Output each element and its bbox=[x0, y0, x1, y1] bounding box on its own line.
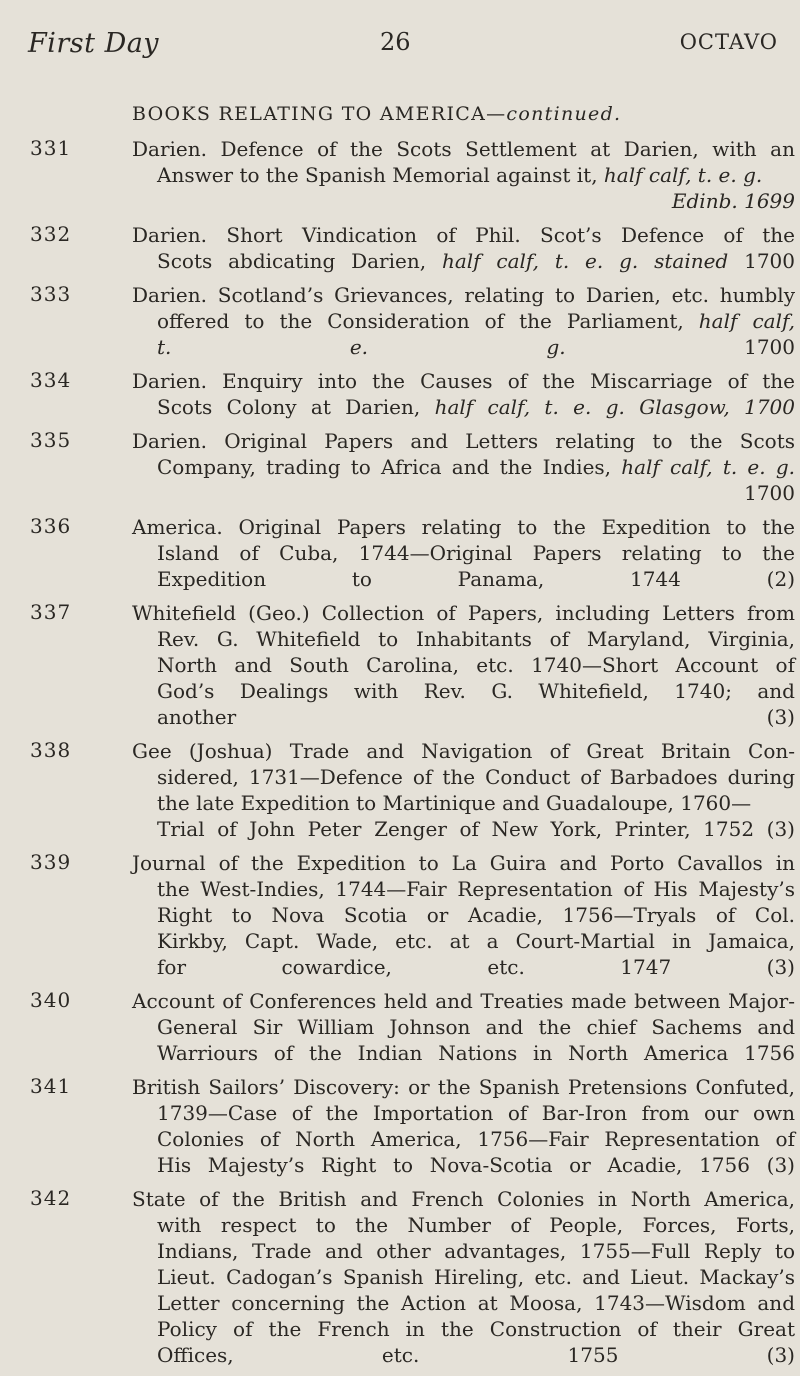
lot-number: 337 bbox=[30, 600, 72, 624]
entry-line bbox=[132, 334, 795, 360]
imprint-date: 1700 bbox=[744, 335, 795, 359]
entry-line: Account of Conferences held and Treaties made between Major- bbox=[132, 989, 795, 1013]
lot-number: 339 bbox=[30, 850, 72, 874]
entry-text bbox=[132, 282, 795, 360]
item-count: (3) bbox=[766, 817, 795, 841]
entry-line: Journal of the Expedition to La Guira and Porto Cavallos in bbox=[132, 851, 795, 875]
entry-text-part: for cowardice, etc. 1747 bbox=[157, 955, 672, 979]
entry-line: the West-Indies, 1744—Fair Representation of His Majesty’s bbox=[157, 877, 795, 901]
entry-list bbox=[30, 136, 795, 1376]
entry-line: with respect to the Number of People, Forces, Forts, bbox=[157, 1213, 795, 1237]
imprint-date: 1756 bbox=[744, 1041, 796, 1065]
binding-description: half calf, t. e. g. bbox=[434, 395, 625, 419]
lot-number: 338 bbox=[30, 738, 72, 762]
entry-line: Darien. Original Papers and Letters relating to the Scots bbox=[132, 429, 795, 453]
lot-number: 342 bbox=[30, 1186, 72, 1210]
entry-line bbox=[132, 188, 795, 214]
header-format: OCTAVO bbox=[679, 30, 778, 54]
entry-line: Darien. Defence of the Scots Settlement at Darien, with an bbox=[132, 137, 795, 161]
item-count: (2) bbox=[766, 567, 796, 591]
lot-number: 335 bbox=[30, 428, 72, 452]
catalogue-entry-340 bbox=[30, 988, 795, 1066]
catalogue-entry-337 bbox=[30, 600, 795, 730]
item-count: (3) bbox=[766, 1153, 795, 1177]
entry-text-part: Company, trading to Africa and the Indies, bbox=[157, 455, 622, 479]
lot-number: 340 bbox=[30, 988, 72, 1012]
entry-line: Gee (Joshua) Trade and Navigation of Great Britain Con- bbox=[132, 739, 795, 763]
entry-line: Policy of the French in the Construction of their Great bbox=[157, 1317, 795, 1341]
catalogue-entry-335 bbox=[30, 428, 795, 506]
entry-line bbox=[132, 816, 795, 842]
catalogue-entry-338 bbox=[30, 738, 795, 842]
entry-line: General Sir William Johnson and the chief Sachems and bbox=[157, 1015, 795, 1039]
entry-text bbox=[132, 136, 795, 214]
entry-text bbox=[132, 988, 795, 1066]
entry-line: Lieut. Cadogan’s Spanish Hireling, etc. and Lieut. Mackay’s bbox=[157, 1265, 795, 1289]
entry-line bbox=[132, 566, 795, 592]
entry-text bbox=[132, 1074, 795, 1178]
entry-line: 1739—Case of the Importation of Bar-Iron from our own bbox=[157, 1101, 795, 1125]
entry-line: Letter concerning the Action at Moosa, 1743—Wisdom and bbox=[157, 1291, 795, 1315]
entry-text bbox=[132, 850, 795, 980]
entry-text bbox=[132, 600, 795, 730]
entry-text bbox=[132, 368, 795, 420]
lot-number: 332 bbox=[30, 222, 72, 246]
page-number: 26 bbox=[380, 28, 411, 56]
item-count: (3) bbox=[766, 955, 795, 979]
entry-text-part: Expedition to Panama, 1744 bbox=[157, 567, 681, 591]
lot-number: 334 bbox=[30, 368, 72, 392]
entry-line: Whitefield (Geo.) Collection of Papers, including Letters from bbox=[132, 601, 795, 625]
entry-text-part: Answer to the Spanish Memorial against it, bbox=[157, 163, 604, 187]
section-title-continued: continued. bbox=[506, 103, 622, 125]
entry-text-part: Scots abdicating Darien, bbox=[157, 249, 442, 273]
entry-line: the late Expedition to Martinique and Guadaloupe, 1760— bbox=[157, 791, 752, 815]
entry-text bbox=[132, 738, 795, 842]
entry-line: North and South Carolina, etc. 1740—Short Account of bbox=[157, 653, 795, 677]
catalogue-entry-334 bbox=[30, 368, 795, 420]
entry-line: State of the British and French Colonies in North America, bbox=[132, 1187, 795, 1211]
imprint: Edinb. 1699 bbox=[671, 189, 795, 213]
entry-line: Indians, Trade and other advantages, 1755—Full Reply to bbox=[157, 1239, 795, 1263]
entry-text-part: Offices, etc. 1755 bbox=[157, 1343, 619, 1367]
page-header bbox=[0, 28, 800, 68]
entry-line: God’s Dealings with Rev. G. Whitefield, 1740; and bbox=[157, 679, 795, 703]
entry-line: Kirkby, Capt. Wade, etc. at a Court-Martial in Jamaica, bbox=[157, 929, 795, 953]
entry-line: sidered, 1731—Defence of the Conduct of Barbadoes during bbox=[157, 765, 795, 789]
entry-line bbox=[132, 162, 795, 188]
entry-line bbox=[132, 308, 795, 334]
entry-line: Right to Nova Scotia or Acadie, 1756—Tryals of Col. bbox=[157, 903, 795, 927]
catalogue-entry-336 bbox=[30, 514, 795, 592]
entry-text-part: Warriours of the Indian Nations in North America bbox=[157, 1041, 729, 1065]
item-count: (3) bbox=[766, 1343, 795, 1367]
entry-line bbox=[132, 454, 795, 480]
entry-line bbox=[132, 954, 795, 980]
entry-line: Island of Cuba, 1744—Original Papers relating to the bbox=[157, 541, 795, 565]
lot-number: 333 bbox=[30, 282, 72, 306]
entry-text-part: His Majesty’s Right to Nova-Scotia or Acadie, 1756 bbox=[157, 1153, 750, 1177]
entry-text-part: offered to the Consideration of the Parliament, bbox=[157, 309, 699, 333]
entry-line: British Sailors’ Discovery: or the Spanish Pretensions Confuted, bbox=[132, 1075, 795, 1099]
entry-line bbox=[132, 1342, 795, 1368]
item-count: (3) bbox=[766, 705, 795, 729]
entry-line: 1700 bbox=[744, 481, 795, 505]
header-sale-day: First Day bbox=[28, 28, 160, 59]
entry-text bbox=[132, 222, 795, 274]
binding-description: half calf, t. e. g. bbox=[603, 163, 763, 187]
entry-text bbox=[132, 1186, 795, 1368]
binding-description: half calf, bbox=[698, 309, 796, 333]
entry-line bbox=[132, 394, 795, 420]
entry-line bbox=[132, 1152, 795, 1178]
entry-text-part: another bbox=[157, 705, 237, 729]
section-title-text: BOOKS RELATING TO AMERICA— bbox=[132, 103, 507, 125]
binding-description: half calf, t. e. g. bbox=[621, 455, 795, 479]
catalogue-entry-332 bbox=[30, 222, 795, 274]
entry-line: Rev. G. Whitefield to Inhabitants of Maryland, Virginia, bbox=[157, 627, 795, 651]
catalogue-entry-333 bbox=[30, 282, 795, 360]
entry-text-part: Trial of John Peter Zenger of New York, Printer, 1752 bbox=[157, 817, 755, 841]
entry-line bbox=[132, 704, 795, 730]
imprint: Glasgow, 1700 bbox=[639, 395, 796, 419]
entry-text-part: Scots Colony at Darien, bbox=[157, 395, 435, 419]
section-title bbox=[132, 103, 792, 125]
binding-description: half calf, t. e. g. stained bbox=[441, 249, 729, 273]
lot-number: 336 bbox=[30, 514, 72, 538]
catalogue-entry-339 bbox=[30, 850, 795, 980]
entry-line: Colonies of North America, 1756—Fair Representation of bbox=[157, 1127, 795, 1151]
entry-line: America. Original Papers relating to the Expedition to the bbox=[132, 515, 795, 539]
binding-description: t. e. g. bbox=[157, 335, 566, 359]
entry-line bbox=[132, 248, 795, 274]
entry-line: Darien. Scotland’s Grievances, relating to Darien, etc. humbly bbox=[132, 283, 795, 307]
entry-line: Darien. Enquiry into the Causes of the Miscarriage of the bbox=[132, 369, 795, 393]
entry-text bbox=[132, 428, 795, 506]
catalogue-entry-331 bbox=[30, 136, 795, 214]
lot-number: 341 bbox=[30, 1074, 72, 1098]
catalogue-entry-341 bbox=[30, 1074, 795, 1178]
entry-text bbox=[132, 514, 795, 592]
catalogue-entry-342 bbox=[30, 1186, 795, 1368]
entry-line bbox=[132, 1040, 795, 1066]
imprint-date: 1700 bbox=[744, 249, 796, 273]
lot-number: 331 bbox=[30, 136, 72, 160]
entry-line: Darien. Short Vindication of Phil. Scot’s Defence of the bbox=[132, 223, 795, 247]
